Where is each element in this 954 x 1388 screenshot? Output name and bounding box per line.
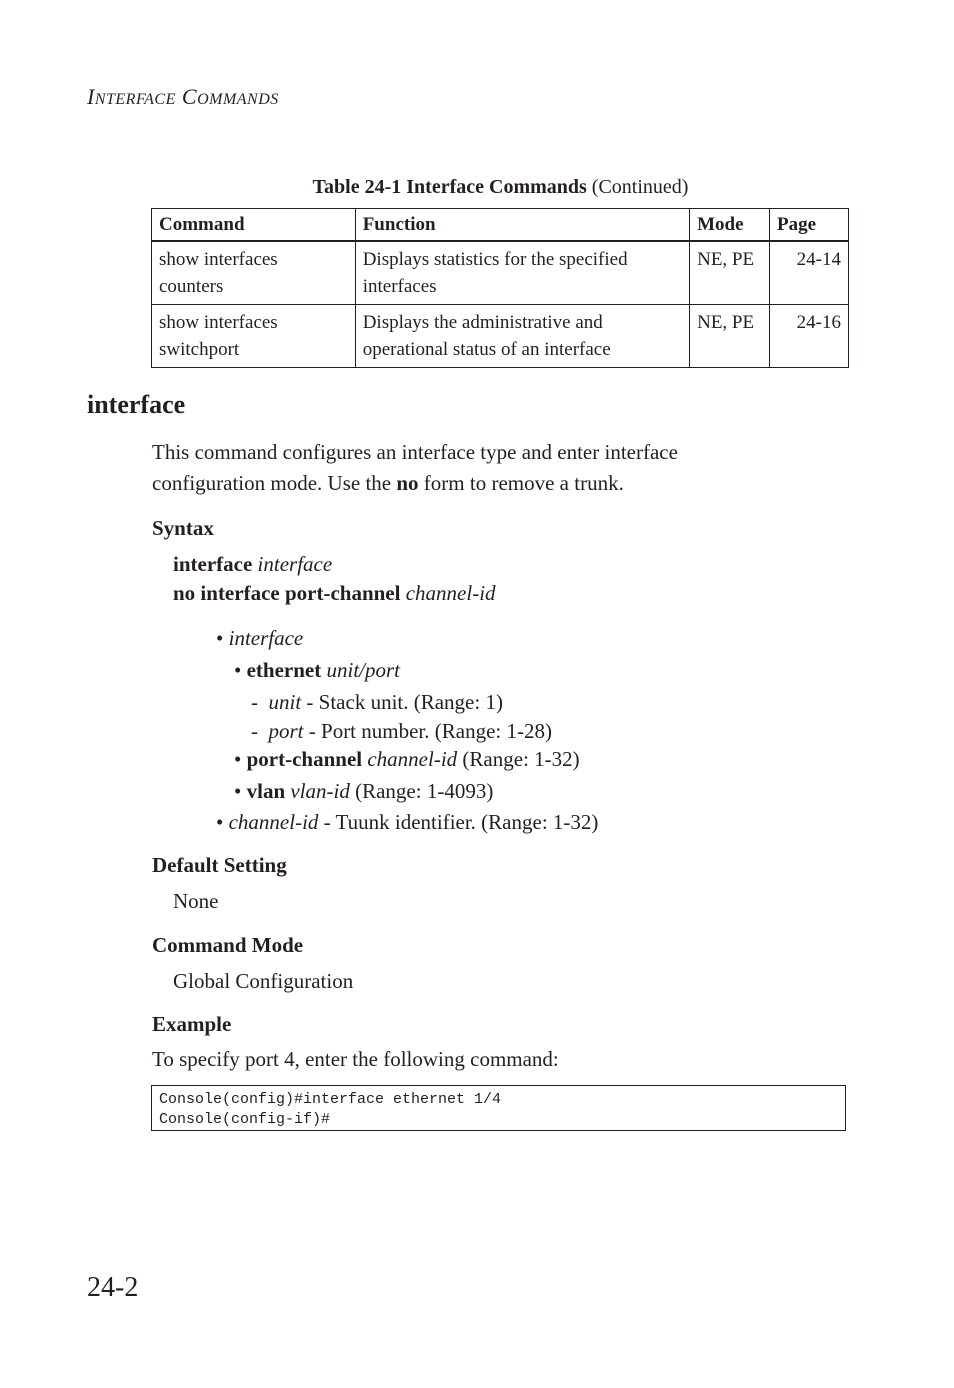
header-page: Page — [770, 209, 849, 242]
running-header: INTERFACE COMMANDS — [87, 84, 279, 109]
cell-command: show interfaces switchport — [152, 305, 356, 368]
bullet-interface: • interface — [216, 626, 304, 650]
section-title: interface — [87, 390, 186, 419]
bullet-channel-id: • channel-id - Tuunk identifier. (Range: 1-32) — [216, 810, 599, 834]
table-row — [152, 241, 849, 305]
cell-mode: NE, PE — [690, 241, 770, 305]
command-mode-heading: Command Mode — [152, 933, 304, 957]
table-header-row — [152, 209, 849, 242]
table-row — [152, 305, 849, 368]
cell-page: 24-16 — [770, 305, 849, 368]
header-command: Command — [152, 209, 356, 242]
dash-unit: - unit - Stack unit. (Range: 1) — [251, 690, 503, 714]
default-setting-heading: Default Setting — [152, 853, 287, 877]
bullet-ethernet: • ethernet unit/port — [234, 658, 401, 682]
syntax-heading: Syntax — [152, 516, 214, 540]
code-line: Console(config)#interface ethernet 1/4 — [159, 1091, 502, 1108]
header-mode: Mode — [690, 209, 770, 242]
table-caption: Table 24-1 Interface Commands (Continued) — [312, 176, 689, 198]
cell-command: show interfaces counters — [152, 241, 356, 305]
bullet-port-channel: • port-channel channel-id (Range: 1-32) — [234, 747, 580, 771]
intro-paragraph: This command configures an interface type and enter interface configuration mode. Use the no form to remove a trunk. — [152, 440, 678, 495]
code-line: Console(config-if)# — [159, 1111, 331, 1128]
code-block — [151, 1085, 846, 1131]
cell-function: Displays statistics for the specified interfaces — [355, 241, 689, 305]
example-heading: Example — [152, 1012, 232, 1036]
header-function: Function — [355, 209, 689, 242]
default-setting-value: None — [173, 889, 219, 913]
cell-function: Displays the administrative and operational status of an interface — [355, 305, 689, 368]
page-number: 24-2 — [87, 1272, 139, 1303]
dash-port: - port - Port number. (Range: 1-28) — [251, 719, 552, 743]
bullet-vlan: • vlan vlan-id (Range: 1-4093) — [234, 779, 494, 803]
command-table — [151, 208, 849, 368]
cell-mode: NE, PE — [690, 305, 770, 368]
syntax-line-2: no interface port-channel channel-id — [173, 581, 496, 605]
cell-page: 24-14 — [770, 241, 849, 305]
command-mode-value: Global Configuration — [173, 969, 354, 993]
example-text: To specify port 4, enter the following command: — [152, 1047, 559, 1071]
syntax-line-1: interface interface — [173, 552, 333, 576]
